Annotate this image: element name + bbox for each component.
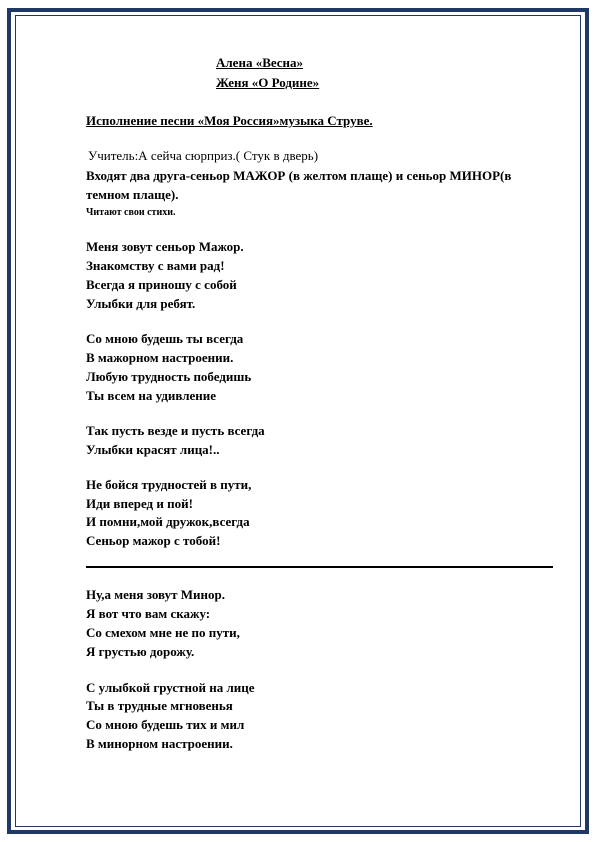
- minor-s1-l4: Я грустью дорожу.: [86, 644, 195, 659]
- minor-s2-l2: Ты в трудные мгновенья: [86, 698, 233, 713]
- header-line-2: Женя «О Родине»: [216, 75, 320, 90]
- major-s2-l1: Со мною будешь ты всегда: [86, 331, 244, 346]
- header-line-1: Алена «Весна»: [216, 55, 304, 70]
- major-s4-l3: И помни,мой дружок,всегда: [86, 514, 250, 529]
- minor-s2-l1: С улыбкой грустной на лице: [86, 680, 255, 695]
- major-s4-l4: Сеньор мажор с тобой!: [86, 533, 221, 548]
- major-s3-l1: Так пусть везде и пусть всегда: [86, 423, 265, 438]
- major-s3-l2: Улыбки красят лица!..: [86, 442, 220, 457]
- major-s1-l2: Знакомству с вами рад!: [86, 258, 225, 273]
- minor-s1-l2: Я вот что вам скажу:: [86, 606, 211, 621]
- section-divider: [86, 566, 553, 568]
- major-s4-l1: Не бойся трудностей в пути,: [86, 477, 252, 492]
- minor-s1-l1: Ну,а меня зовут Минор.: [86, 587, 225, 602]
- major-s2-l2: В мажорном настроении.: [86, 350, 234, 365]
- major-s2-l4: Ты всем на удивление: [86, 388, 217, 403]
- major-s1-l4: Улыбки для ребят.: [86, 296, 196, 311]
- minor-s2-l4: В минорном настроении.: [86, 736, 233, 751]
- enter-line-2: темном плаще).: [86, 187, 179, 202]
- major-s1-l1: Меня зовут сеньор Мажор.: [86, 239, 244, 254]
- minor-s1-l3: Со смехом мне не по пути,: [86, 625, 240, 640]
- minor-s2-l3: Со мною будешь тих и мил: [86, 717, 245, 732]
- performance-title: Исполнение песни «Моя Россия»музыка Струве.: [86, 113, 373, 128]
- major-s1-l3: Всегда я приношу с собой: [86, 277, 237, 292]
- major-s4-l2: Иди вперед и пой!: [86, 496, 193, 511]
- teacher-line: Учитель:А сейча сюрприз.( Стук в дверь): [88, 148, 319, 163]
- enter-line-1: Входят два друга-сеньор МАЖОР (в желтом плаще) и сеньор МИНОР(в: [86, 168, 512, 183]
- major-s2-l3: Любую трудность победишь: [86, 369, 252, 384]
- read-line: Читают свои стихи.: [86, 207, 176, 218]
